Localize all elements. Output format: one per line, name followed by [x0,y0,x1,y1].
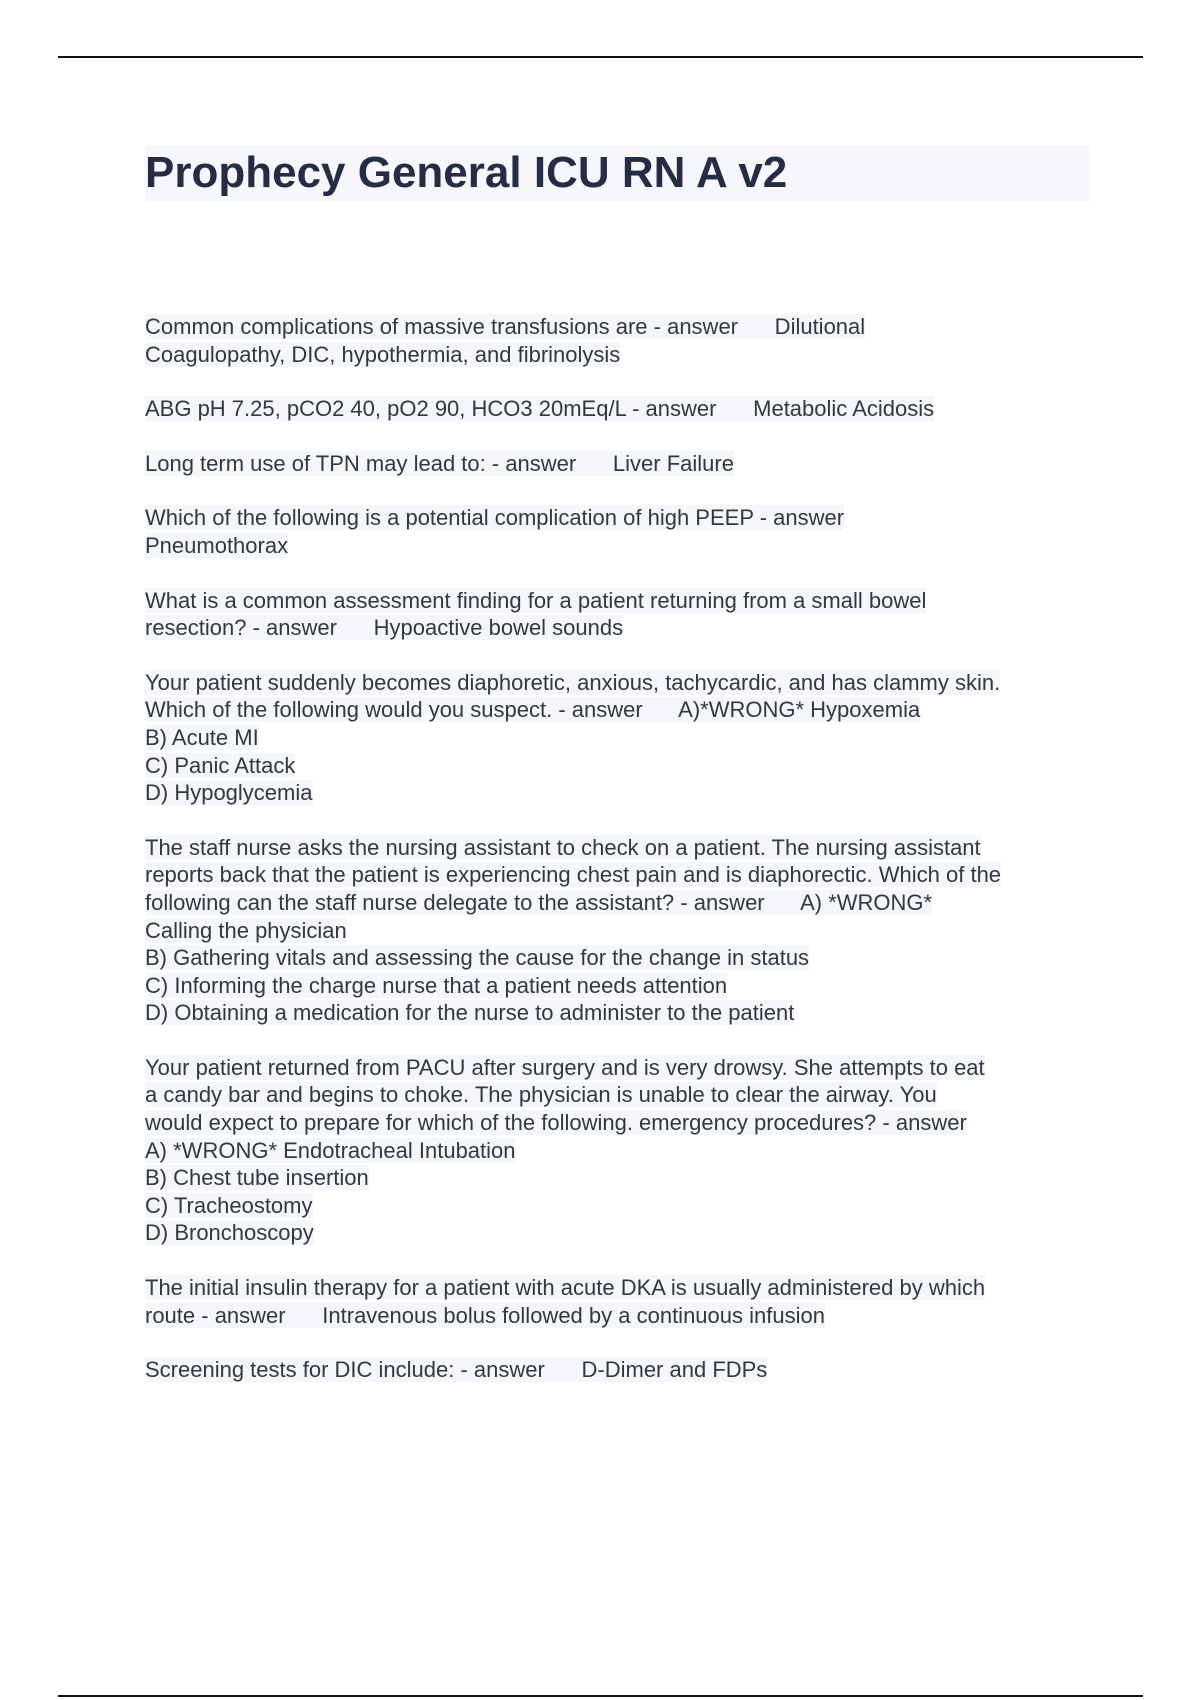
top-rule [58,56,1143,58]
qa-line [145,587,1090,615]
qa-line [145,944,1090,972]
qa-line [145,669,1090,697]
qa-item [145,1356,1090,1384]
qa-line [145,1219,1090,1247]
qa-line [145,1192,1090,1220]
qa-line [145,889,1090,917]
qa-line-text: Which of the following is a potential complication of high PEEP - answer [145,505,845,531]
qa-line-text: Your patient suddenly becomes diaphoretic, anxious, tachycardic, and has clammy skin. [145,669,1001,695]
qa-line [145,1302,1090,1330]
qa-line [145,724,1090,752]
document-title: Prophecy General ICU RN A v2 [145,148,788,197]
qa-line-text: A) *WRONG* Endotracheal Intubation [145,1137,516,1163]
qa-line [145,696,1090,724]
qa-line-text: Long term use of TPN may lead to: - answer Liver Failure [145,450,734,476]
qa-line-text: route - answer Intravenous bolus followed by a continuous infusion [145,1302,825,1328]
qa-line [145,341,1090,369]
qa-item [145,313,1090,368]
qa-line-text: Which of the following would you suspect. - answer A)*WRONG* Hypoxemia [145,697,921,723]
qa-item [145,450,1090,478]
qa-item [145,1054,1090,1247]
qa-line-text: D) Obtaining a medication for the nurse to administer to the patient [145,1000,795,1026]
qa-item [145,504,1090,559]
qa-line [145,917,1090,945]
qa-line-text: The staff nurse asks the nursing assistant to check on a patient. The nursing assistant [145,834,981,860]
qa-line-text: Calling the physician [145,917,347,943]
qa-line-text: following can the staff nurse delegate to the assistant? - answer A) *WRONG* [145,889,933,915]
qa-line [145,1274,1090,1302]
qa-line [145,1054,1090,1082]
qa-item [145,1274,1090,1329]
document-body [145,145,1090,1411]
qa-line-text: resection? - answer Hypoactive bowel sounds [145,615,624,641]
qa-line-text: ABG pH 7.25, pCO2 40, pO2 90, HCO3 20mEq/L - answer Metabolic Acidosis [145,396,935,422]
qa-line [145,1081,1090,1109]
qa-line [145,532,1090,560]
qa-line [145,313,1090,341]
qa-line-text: What is a common assessment finding for a patient returning from a small bowel [145,587,927,613]
qa-line [145,834,1090,862]
qa-line-text: Pneumothorax [145,532,289,558]
qa-line [145,861,1090,889]
qa-line [145,1137,1090,1165]
qa-line [145,999,1090,1027]
qa-item [145,834,1090,1027]
title-band [145,145,1090,201]
qa-line-text: D) Hypoglycemia [145,780,313,806]
qa-line [145,450,1090,478]
qa-line [145,1109,1090,1137]
qa-line-text: Coagulopathy, DIC, hypothermia, and fibrinolysis [145,341,621,367]
qa-line-text: a candy bar and begins to choke. The physician is unable to clear the airway. You [145,1082,937,1108]
bottom-rule [58,1695,1143,1697]
qa-line-text: reports back that the patient is experiencing chest pain and is diaphorectic. Which of the [145,862,1002,888]
qa-item [145,587,1090,642]
qa-line [145,1164,1090,1192]
qa-line [145,614,1090,642]
qa-line-text: Screening tests for DIC include: - answer D-Dimer and FDPs [145,1357,768,1383]
qa-line-text: would expect to prepare for which of the following. emergency procedures? - answer [145,1110,967,1136]
qa-item [145,395,1090,423]
qa-item [145,669,1090,807]
qa-line-text: B) Chest tube insertion [145,1165,369,1191]
qa-line [145,752,1090,780]
qa-line-text: Common complications of massive transfusions are - answer Dilutional [145,314,866,339]
qa-line-text: B) Gathering vitals and assessing the cause for the change in status [145,945,810,971]
qa-line-text: The initial insulin therapy for a patient with acute DKA is usually administered by which [145,1275,986,1301]
qa-line [145,504,1090,532]
qa-line-text: C) Informing the charge nurse that a patient needs attention [145,972,728,998]
qa-line [145,779,1090,807]
qa-line-text: C) Tracheostomy [145,1192,313,1218]
qa-line-text: C) Panic Attack [145,752,296,778]
qa-line [145,972,1090,1000]
qa-line-text: Your patient returned from PACU after surgery and is very drowsy. She attempts to eat [145,1054,985,1080]
qa-line [145,1356,1090,1384]
qa-list [145,313,1090,1384]
qa-line [145,395,1090,423]
qa-line-text: D) Bronchoscopy [145,1220,314,1246]
qa-line-text: B) Acute MI [145,724,259,750]
